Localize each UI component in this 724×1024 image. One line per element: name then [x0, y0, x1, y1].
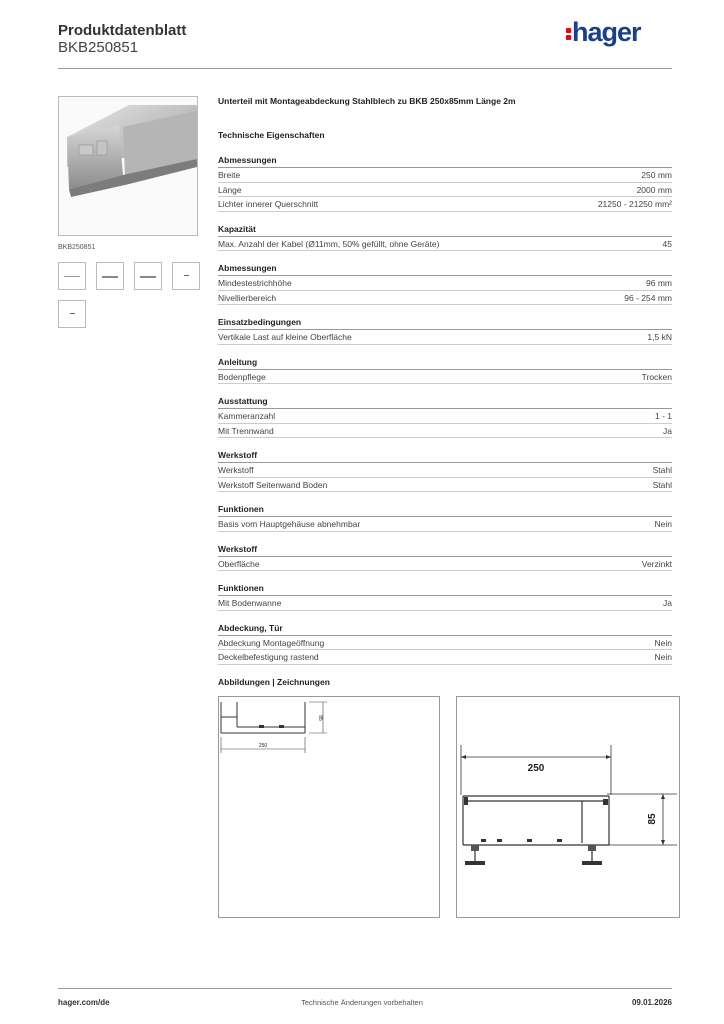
spec-row	[218, 276, 672, 291]
thumbnail-4[interactable]	[172, 262, 200, 290]
spec-row	[218, 557, 672, 572]
thumbnail-5[interactable]	[58, 300, 86, 328]
spec-value: 250 mm	[641, 170, 672, 180]
spec-label: Lichter innerer Querschnitt	[218, 199, 319, 209]
cross-section-small-drawing	[219, 697, 439, 917]
section-title-tech: Technische Eigenschaften	[218, 130, 325, 140]
spec-row	[218, 237, 672, 252]
spec-group	[218, 223, 672, 252]
spec-row	[218, 478, 672, 493]
product-description: Unterteil mit Montageabdeckung Stahlblech zu BKB 250x85mm Länge 2m	[218, 96, 516, 106]
section-title-drawings: Abbildungen | Zeichnungen	[218, 677, 330, 687]
spec-label: Deckelbefestigung rastend	[218, 652, 319, 662]
spec-value: Verzinkt	[641, 558, 672, 569]
spec-group-title: Einsatzbedingungen	[218, 316, 672, 330]
spec-label: Nivellierbereich	[218, 292, 277, 303]
spec-label: Werkstoff	[218, 465, 254, 475]
spec-group	[218, 316, 672, 345]
spec-group	[218, 262, 672, 305]
cable-duct-illustration	[59, 97, 197, 235]
spec-row	[218, 370, 672, 385]
drawing-large[interactable]	[456, 696, 680, 918]
spec-row	[218, 197, 672, 212]
spec-group-title: Werkstoff	[218, 449, 672, 463]
spec-value: Ja	[663, 598, 672, 608]
spec-group-title: Abmessungen	[218, 262, 672, 276]
spec-label: Werkstoff Seitenwand Boden	[218, 479, 328, 490]
spec-group-title: Kapazität	[218, 223, 672, 237]
spec-group-title: Abdeckung, Tür	[218, 622, 672, 636]
spec-row	[218, 636, 672, 651]
spec-group-title: Anleitung	[218, 356, 672, 370]
spec-row	[218, 183, 672, 198]
product-code: BKB250851	[58, 39, 139, 56]
spec-value: Nein	[654, 652, 672, 662]
spec-row	[218, 650, 672, 665]
spec-value: 1 - 1	[654, 411, 672, 421]
spec-row	[218, 168, 672, 183]
header-divider	[58, 68, 672, 69]
spec-group	[218, 503, 672, 532]
spec-value: Nein	[654, 519, 672, 529]
spec-label: Kammeranzahl	[218, 411, 276, 421]
spec-value: 96 mm	[646, 278, 672, 288]
spec-label: Max. Anzahl der Kabel (Ø11mm, 50% gefüllt, ohne Geräte)	[218, 238, 440, 249]
spec-value: 2000 mm	[636, 184, 672, 195]
spec-label: Mindestestrichhöhe	[218, 278, 292, 288]
spec-value: 45	[662, 238, 672, 249]
thumbnail-3[interactable]	[134, 262, 162, 290]
spec-group	[218, 622, 672, 665]
spec-row	[218, 596, 672, 611]
spec-label: Mit Bodenwanne	[218, 598, 282, 608]
spec-label: Abdeckung Montageöffnung	[218, 637, 325, 648]
spec-group	[218, 154, 672, 212]
spec-label: Oberfläche	[218, 558, 260, 569]
spec-group-title: Funktionen	[218, 582, 672, 596]
spec-value: 1,5 kN	[647, 332, 672, 342]
spec-row	[218, 409, 672, 424]
spec-label: Bodenpflege	[218, 371, 266, 382]
spec-label: Länge	[218, 184, 242, 195]
large-height-label: 85	[647, 813, 658, 825]
spec-group-title: Ausstattung	[218, 395, 672, 409]
spec-label: Breite	[218, 170, 241, 180]
spec-row	[218, 424, 672, 439]
spec-value: Nein	[654, 637, 672, 648]
spec-group-title: Werkstoff	[218, 543, 672, 557]
spec-value: 21250 - 21250 mm²	[597, 199, 672, 209]
drawing-small[interactable]	[218, 696, 440, 918]
spec-table	[218, 154, 672, 676]
spec-value: 96 - 254 mm	[624, 292, 672, 303]
image-caption: BKB250851	[58, 244, 96, 251]
logo-text: hager	[572, 17, 641, 47]
spec-group	[218, 449, 672, 492]
spec-label: Mit Trennwand	[218, 425, 274, 436]
logo-dots-icon	[566, 26, 571, 42]
spec-group-title: Funktionen	[218, 503, 672, 517]
footer-date: 09.01.2026	[631, 998, 672, 1007]
spec-value: Ja	[663, 425, 672, 436]
spec-value: Stahl	[652, 465, 672, 475]
spec-group	[218, 395, 672, 438]
spec-group	[218, 356, 672, 385]
spec-group-title: Abmessungen	[218, 154, 672, 168]
spec-label: Vertikale Last auf kleine Oberfläche	[218, 332, 352, 342]
footer-notice: Technische Änderungen vorbehalten	[301, 998, 423, 1007]
thumbnail-2[interactable]	[96, 262, 124, 290]
small-width-label: 250	[258, 743, 268, 749]
footer-website-link[interactable]: hager.com/de	[58, 998, 110, 1007]
spec-row	[218, 291, 672, 306]
spec-row	[218, 330, 672, 345]
spec-row	[218, 517, 672, 532]
spec-label: Basis vom Hauptgehäuse abnehmbar	[218, 519, 361, 529]
footer-divider	[58, 988, 672, 989]
cross-section-large-drawing	[457, 697, 679, 917]
thumbnail-1[interactable]	[58, 262, 86, 290]
page-title: Produktdatenblatt	[58, 22, 187, 39]
spec-group	[218, 582, 672, 611]
spec-row	[218, 463, 672, 478]
spec-value: Stahl	[652, 479, 672, 490]
large-width-label: 250	[527, 763, 545, 774]
spec-value: Trocken	[641, 371, 672, 382]
spec-group	[218, 543, 672, 572]
small-height-label: 85	[317, 715, 323, 721]
product-image[interactable]	[58, 96, 198, 236]
hager-logo	[566, 17, 641, 48]
